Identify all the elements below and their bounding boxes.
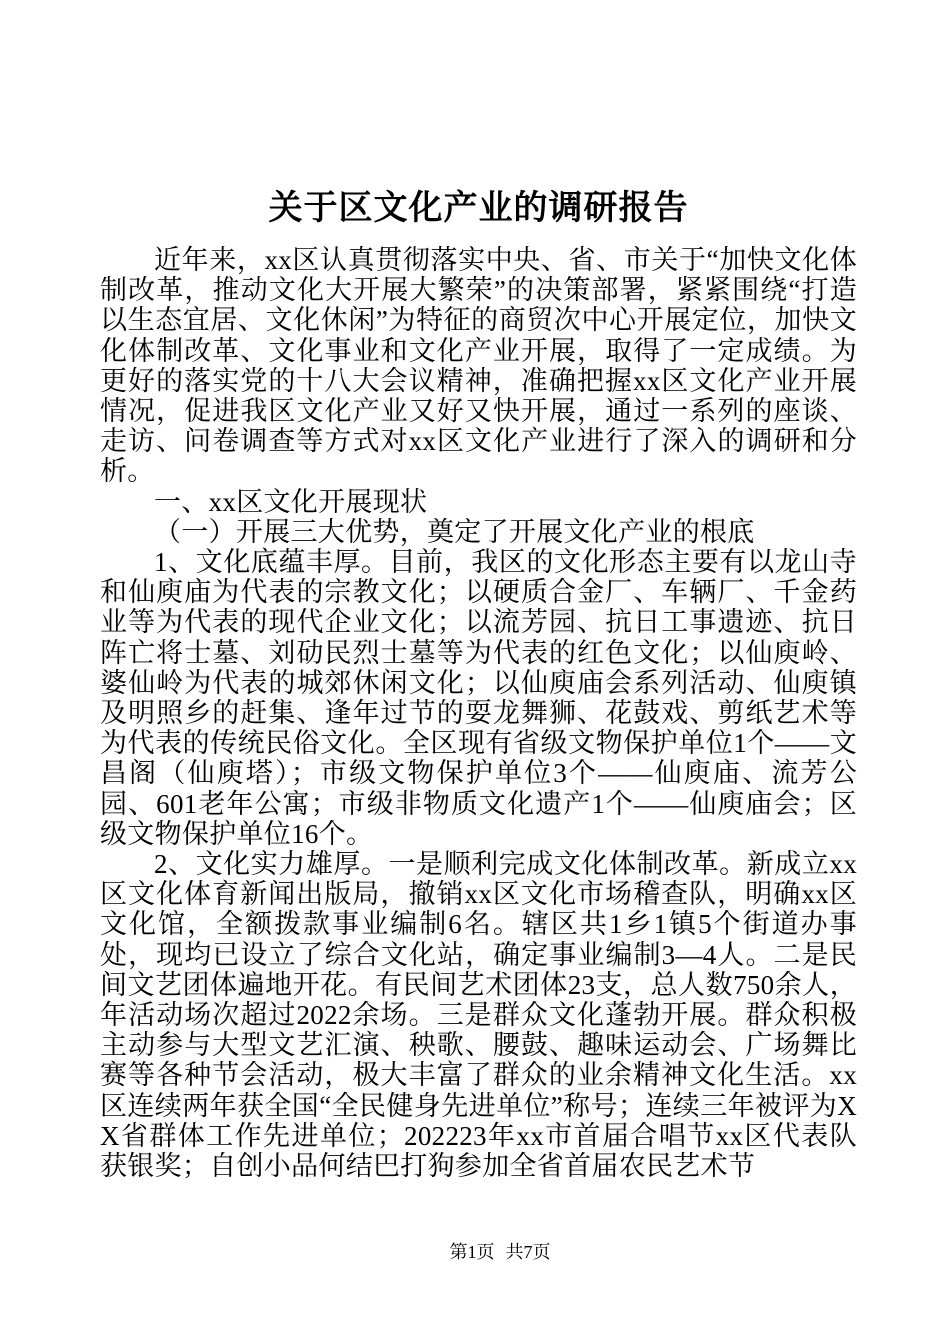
paragraph-point-1-culture-heritage: 1、文化底蕴丰厚。目前，我区的文化形态主要有以龙山寺和仙庾庙为代表的宗教文化；以硬质合金厂、车辆厂、千金药业等为代表的现代企业文化；以流芳园、抗日工事遗迹、抗日阵亡将士墓、刘劯民烈士墓等为代表的红色文化；以仙庾岭、婆仙岭为代表的城郊休闲文化；以仙庾庙会系列活动、仙庾镇及明照乡的赶集、逢年过节的耍龙舞狮、花鼓戏、剪纸艺术等为代表的传统民俗文化。全区现有省级文物保护单位1个——文昌阁（仙庾塔）；市级文物保护单位3个——仙庾庙、流芳公园、601老年公寓；市级非物质文化遗产1个——仙庾庙会；区级文物保护单位16个。 [100, 547, 857, 849]
paragraph-intro: 近年来，xx区认真贯彻落实中央、省、市关于“加快文化体制改革，推动文化大开展大繁荣”的决策部署，紧紧围绕“打造以生态宜居、文化休闲”为特征的商贸次中心开展定位，加快文化体制改革、文化事业和文化产业开展，取得了一定成绩。为更好的落实党的十八大会议精神，准确把握xx区文化产业开展情况，促进我区文化产业又好又快开展，通过一系列的座谈、走访、问卷调查等方式对xx区文化产业进行了深入的调研和分析。 [100, 245, 857, 487]
page-total-label: 共7页 [505, 1242, 551, 1262]
paragraph-point-2-culture-strength: 2、文化实力雄厚。一是顺利完成文化体制改革。新成立xx区文化体育新闻出版局，撤销xx区文化市场稽查队，明确xx区文化馆，全额拨款事业编制6名。辖区共1乡1镇5个街道办事处，现均已设立了综合文化站，确定事业编制3—4人。二是民间文艺团体遍地开花。有民间艺术团体23支，总人数750余人，年活动场次超过2022余场。三是群众文化蓬勃开展。群众积极主动参与大型文艺汇演、秧歌、腰鼓、趣味运动会、广场舞比赛等各种节会活动，极大丰富了群众的业余精神文化生活。xx区连续两年获全国“全民健身先进单位”称号；连续三年被评为XX省群体工作先进单位；202223年xx市首届合唱节xx区代表队获银奖；自创小品何结巴打狗参加全省首届农民艺术节 [100, 849, 857, 1182]
document-content [100, 186, 857, 1181]
page-footer [25, 1240, 950, 1264]
page-number-label: 第1页 [449, 1242, 495, 1262]
document-title: 关于区文化产业的调研报告 [268, 190, 689, 227]
subsection-heading-1-1: （一）开展三大优势，奠定了开展文化产业的根底 [154, 516, 755, 547]
section-heading-1: 一、xx区文化开展现状 [154, 486, 428, 517]
